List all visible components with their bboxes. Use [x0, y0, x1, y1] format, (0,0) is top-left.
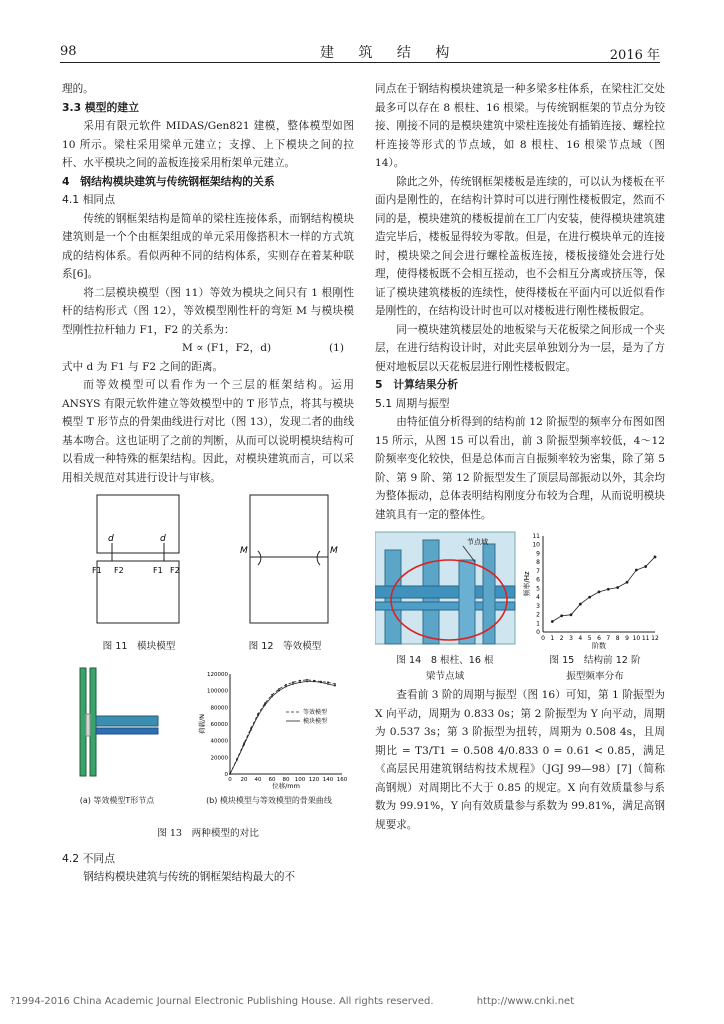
x-tick-label: 4 — [578, 635, 583, 642]
label-F2: F2 — [114, 566, 124, 575]
y-axis-label: 荷载/N — [198, 713, 206, 735]
x-axis-label: 位移/mm — [272, 782, 300, 790]
x-tick-label: 120 — [308, 777, 320, 783]
x-tick-label: 10 — [632, 635, 641, 642]
paragraph: 理的。 — [62, 83, 94, 95]
data-point — [327, 681, 329, 683]
x-tick-label: 80 — [282, 777, 290, 783]
x-tick-label: 12 — [651, 635, 659, 642]
data-point — [579, 603, 582, 606]
data-point — [626, 581, 629, 584]
series-line — [230, 680, 335, 774]
data-point — [299, 681, 301, 683]
data-point — [644, 565, 647, 568]
y-tick-label: 7 — [536, 567, 540, 575]
footer-url[interactable]: http://www.cnki.net — [476, 996, 575, 1007]
figure-13-graphics — [62, 664, 354, 794]
page-header — [60, 40, 660, 63]
series-line — [230, 682, 335, 775]
data-point — [299, 680, 301, 682]
series-line — [552, 557, 655, 622]
copyright-notice: ?1994-2016 China Academic Journal Electronic Publishing House. All rights reserved. — [10, 996, 434, 1007]
module-and-equivalent-model-diagrams — [62, 493, 354, 633]
data-point — [616, 586, 619, 589]
data-point — [257, 715, 259, 717]
data-point — [551, 620, 554, 623]
moment-arc-right — [317, 551, 320, 565]
x-tick-label: 7 — [606, 635, 611, 642]
data-point — [278, 688, 280, 690]
data-point — [654, 556, 657, 559]
equation-number: (1) — [328, 342, 344, 354]
data-point — [598, 590, 601, 593]
paragraph: 将二层模块模型（图 11）等效为模块之间只有 1 根刚性杆的结构形式（图 12），等效模型刚性杆的弯矩 M 与模块模型刚性拉杆轴力 F1，F2 的关系为： — [62, 286, 354, 336]
x-tick-label: 60 — [268, 777, 276, 783]
x-tick-label: 40 — [254, 777, 262, 783]
left-column — [62, 80, 354, 887]
x-tick-label: 3 — [569, 635, 573, 642]
label-M: M — [330, 546, 338, 556]
figure-14-caption-line2: 梁节点域 — [425, 671, 465, 682]
figure-13-caption: 图 13 两种模型的对比 — [157, 828, 259, 839]
right-column — [375, 80, 665, 834]
y-tick-label: 9 — [536, 550, 540, 558]
y-tick-label: 4 — [536, 594, 540, 602]
x-tick-label: 20 — [240, 777, 248, 783]
paragraph: 传统的钢框架结构是简单的梁柱连接体系，而钢结构模块建筑则是一个个由框架组成的单元采用像搭积木一样的方式筑成的结构体系。看似两种不同的结构体系，实则存在着某种联系[6]。 — [62, 212, 354, 280]
data-point — [334, 685, 336, 687]
paragraph: 采用有限元软件 MIDAS/Gen821 建模，整体模型如图 10 所示。梁柱采用梁单元建立；支撑、上下模块之间的拉杆、水平模块之间的盖板连接采用桁架单元建立。 — [62, 120, 354, 169]
data-point — [570, 613, 573, 616]
label-F1: F1 — [153, 566, 163, 575]
x-tick-label: 8 — [615, 635, 620, 642]
paragraph: 由特征值分析得到的结构前 12 阶振型的频率分布图如图 15 所示，从图 15 可以看出，前 3 阶振型频率较低，4～12 阶频率变化较快，但是总体而言自振频率较为密集，除了第 5 阶、第 9 阶、第 12 阶振型发生了顶层局部振动以外，其余均为整体振动，总体表明结构刚度分布较为合理，从而说明模块建筑具有一定的整体性。 — [375, 416, 665, 521]
equation-body: M ∝ (F1，F2，d) — [182, 342, 272, 354]
journal-title: 建 筑 结 构 — [320, 45, 460, 61]
paragraph: 钢结构模块建筑与传统的钢框架结构最大的不 — [83, 871, 296, 883]
y-axis-label: 频率/Hz — [523, 571, 531, 597]
y-tick-label: 20000 — [210, 755, 228, 762]
y-tick-label: 60000 — [210, 722, 228, 728]
x-tick-label: 100 — [294, 777, 306, 783]
data-point — [278, 690, 280, 692]
x-tick-label: 2 — [559, 635, 564, 642]
section-heading-3-3: 3.3 模型的建立 — [62, 100, 139, 114]
lower-module-frame — [97, 561, 179, 623]
data-point — [243, 744, 245, 746]
figure-14-15 — [375, 530, 665, 680]
data-point — [271, 696, 273, 698]
label-d: d — [108, 534, 114, 544]
x-tick-label: 140 — [322, 777, 334, 783]
data-point — [292, 681, 294, 683]
section-heading-4-1: 4.1 相同点 — [62, 193, 115, 206]
node-domain-render — [375, 532, 515, 644]
figure-12-caption: 图 12 等效模型 — [248, 641, 322, 652]
figure-13a-caption: (a) 等效模型T形节点 — [79, 796, 155, 805]
legend-entry: 模块模型 — [303, 718, 328, 725]
x-tick-label: 9 — [625, 635, 629, 642]
data-point — [292, 683, 294, 685]
section-heading-4-2: 4.2 不同点 — [62, 851, 115, 865]
data-point — [327, 683, 329, 685]
equivalent-frame — [250, 495, 328, 623]
y-tick-label: 5 — [536, 585, 540, 593]
paragraph: 而等效模型可以看作为一个三层的框架结构。运用 ANSYS 有限元软件建立等效模型中的 T 形节点，将其与模块模型 T 形节点的骨架曲线进行对比（图 13），发现二者的曲线基本吻合。这也证明了之前的判断，从而可以说明模块结构可以看成一种特殊的框架结构。因此，对模块建筑而言，可以采用相关规范对其进行设计与审核。 — [62, 379, 354, 484]
y-tick-label: 120000 — [207, 672, 228, 678]
data-point — [306, 681, 308, 683]
figure-15-caption: 图 15 结构前 12 阶 — [549, 655, 641, 666]
data-point — [285, 686, 287, 688]
legend-entry: 等效模型 — [303, 709, 328, 716]
paragraph: 式中 d 为 F1 与 F2 之间的距离。 — [62, 360, 224, 373]
x-axis-label: 阶数 — [592, 642, 606, 650]
figure-14-label: 节点域 — [467, 538, 488, 546]
data-point — [334, 683, 336, 685]
x-tick-label: 5 — [587, 635, 592, 642]
figure-11-caption: 图 11 模块模型 — [102, 641, 176, 652]
upper-module-frame — [97, 495, 179, 553]
y-tick-label: 8 — [536, 559, 540, 567]
label-d: d — [160, 534, 166, 544]
data-point — [236, 759, 238, 761]
data-point — [588, 596, 591, 599]
figure-13b-caption: (b) 模块模型与等效模型的骨架曲线 — [206, 796, 332, 805]
data-point — [229, 773, 231, 775]
figure-13 — [62, 664, 354, 819]
y-tick-label: 3 — [536, 602, 540, 610]
journal-year: 2016 年 — [609, 48, 660, 63]
page-number: 98 — [60, 44, 77, 59]
data-point — [285, 684, 287, 686]
data-point — [264, 704, 266, 706]
data-point — [306, 679, 308, 681]
section-heading-5: 5 计算结果分析 — [375, 378, 459, 391]
x-tick-label: 11 — [641, 635, 650, 642]
y-tick-label: 40000 — [210, 738, 228, 745]
data-point — [313, 681, 315, 683]
y-tick-label: 0 — [536, 629, 540, 636]
skeleton-curve-chart — [197, 672, 348, 790]
figure-15-caption-line2: 振型频率分布 — [566, 671, 624, 682]
y-tick-label: 10 — [532, 541, 540, 549]
paragraph: 查看前 3 阶的周期与振型（图 16）可知，第 1 阶振型为 X 向平动，周期为 0.833 0s；第 2 阶振型为 Y 向平动，周期为 0.537 3s；第 3 阶振型为扭转，周期为 0.508 4s，且周期比 = T3/T1 = 0.508 4/0.833 0 = 0.61 < 0.85，满足《高层民用建筑钢结构技术规程》（JGJ 99—98）[7]（简称高钢规）对周期比不大于 0.85 的规定。X 向有效质量参与系数为 99.91%，Y 向有效质量参与系数为 99.81%，满足高钢规要求。 — [375, 689, 665, 831]
section-heading-5-1: 5.1 周期与振型 — [375, 396, 450, 410]
y-tick-label: 11 — [532, 533, 540, 540]
paragraph: 同一模块建筑楼层处的地板梁与天花板梁之间形成一个夹层，在进行结构设计时，对此夹层单独划分为一层，是为了方便对地板层以天花板层进行刚性楼板假定。 — [375, 323, 665, 373]
x-tick-label: 0 — [541, 635, 545, 642]
footer — [10, 996, 574, 1007]
data-point — [635, 569, 638, 572]
data-point — [320, 681, 322, 683]
section-heading-4: 4 钢结构模块建筑与传统钢框架结构的关系 — [62, 174, 275, 188]
x-tick-label: 0 — [228, 777, 232, 783]
y-tick-label: 80000 — [210, 705, 228, 712]
x-tick-label: 160 — [336, 777, 348, 783]
data-point — [250, 729, 252, 731]
x-tick-label: 6 — [597, 635, 601, 642]
figure-11-12 — [62, 493, 354, 658]
figure-14-15-graphics — [375, 530, 665, 650]
paragraph: 同点在于钢结构模块建筑是一种多梁多柱体系，在梁柱汇交处最多可以存在 8 根柱、16 根梁。与传统钢框架的节点分为铰接、刚接不同的是模块建筑中梁柱连接处有插销连接、螺栓拉杆连接等形式的节点域，如 8 根柱、16 根梁节点域（图 14）。 — [375, 83, 665, 169]
frequency-chart — [522, 533, 659, 650]
label-F2: F2 — [170, 566, 180, 575]
t-node-fe-model — [80, 668, 158, 776]
y-tick-label: 0 — [224, 772, 228, 778]
y-tick-label: 2 — [536, 611, 540, 619]
equation-1 — [62, 339, 354, 358]
y-tick-label: 1 — [536, 620, 540, 628]
x-tick-label: 1 — [550, 635, 555, 642]
paragraph: 除此之外，传统钢框架楼板是连续的，可以认为楼板在平面内是刚性的，在结构计算时可以进行刚性楼板假定，然而不同的是，模块建筑的楼板提前在工厂内安装，使得模块建筑建造完毕后，楼板显得较为零散。但是，在进行模块单元的连接时，模块梁之间会进行螺栓盖板连接，楼板接缝处会进行处理，使得楼板既不会相互搓动，也不会相互分离或挤压等，保证了模块建筑楼板的连续性，使得楼板在平面内可以近似看作是刚性的，在结构设计时也可以对楼板进行刚性楼板假定。 — [375, 175, 665, 317]
data-point — [560, 614, 563, 617]
figure-14-caption: 图 14 8 根柱、16 根 — [396, 655, 494, 666]
y-tick-label: 6 — [536, 576, 540, 584]
label-M: M — [240, 546, 248, 556]
moment-arc-left — [258, 551, 261, 565]
label-F1: F1 — [92, 566, 102, 575]
y-tick-label: 100000 — [207, 688, 228, 695]
data-point — [607, 588, 610, 591]
